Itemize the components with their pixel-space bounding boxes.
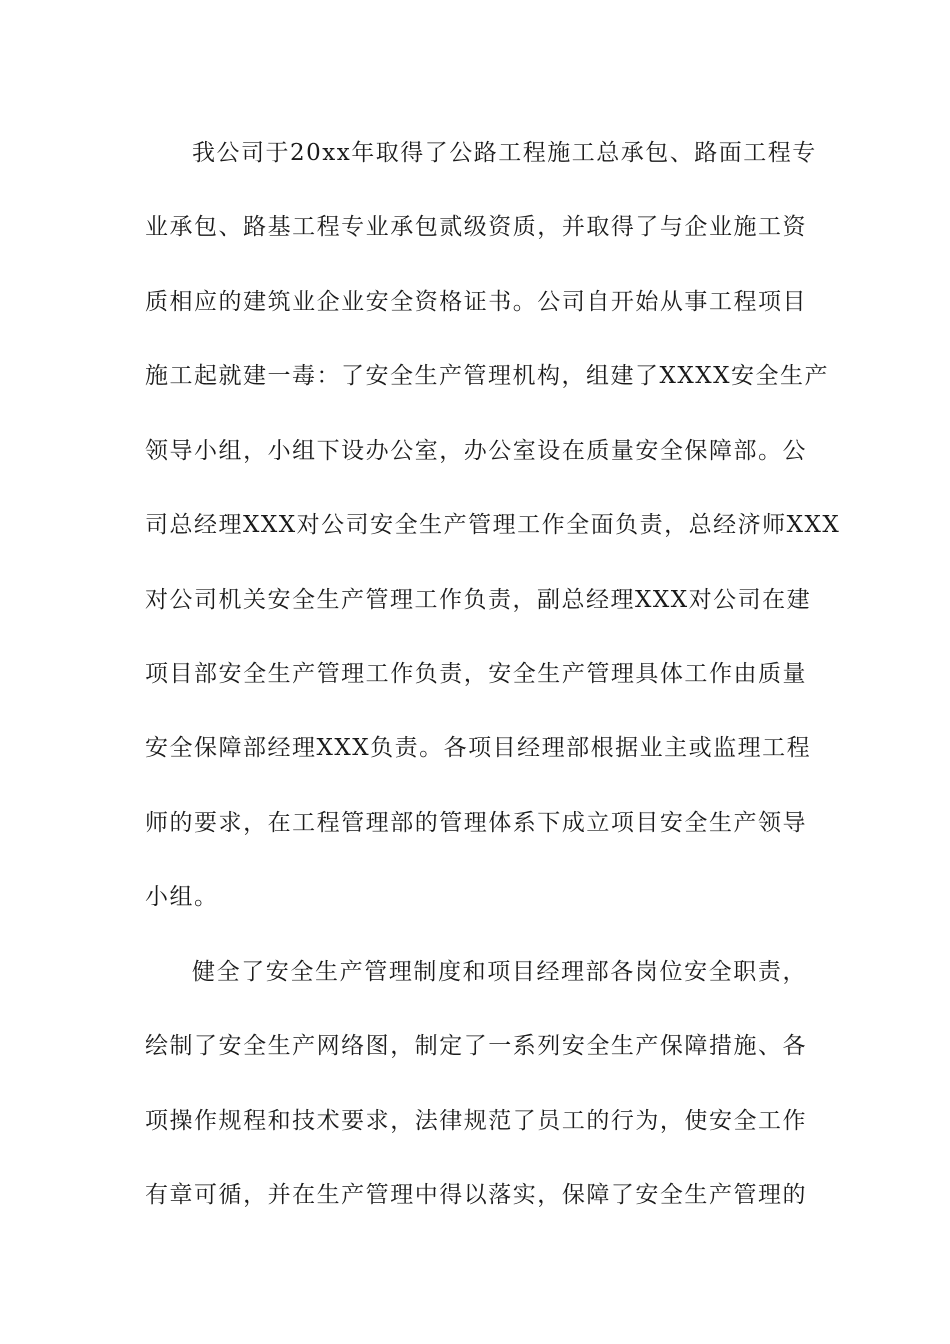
- paragraph-2-line-3: 项操作规程和技术要求，法律规范了员工的行为，使安全工作: [145, 1108, 807, 1134]
- paragraph-1-line-3: 质相应的建筑业企业安全资格证书。公司自开始从事工程项目: [145, 289, 807, 315]
- paragraph-1-line-1: 我公司于20xx年取得了公路工程施工总承包、路面工程专: [192, 140, 817, 166]
- paragraph-1-line-5: 领导小组，小组下设办公室，办公室设在质量安全保障部。公: [145, 438, 807, 464]
- paragraph-2-line-2: 绘制了安全生产网络图，制定了一系列安全生产保障措施、各: [145, 1033, 807, 1059]
- paragraph-2-line-1: 健全了安全生产管理制度和项目经理部各岗位安全职责，: [192, 959, 807, 985]
- paragraph-1-line-2: 业承包、路基工程专业承包贰级资质，并取得了与企业施工资: [145, 214, 807, 240]
- paragraph-1-line-11: 小组。: [145, 884, 219, 910]
- paragraph-1-line-10: 师的要求，在工程管理部的管理体系下成立项目安全生产领导: [145, 810, 807, 836]
- paragraph-2-line-4: 有章可循，并在生产管理中得以落实，保障了安全生产管理的: [145, 1182, 807, 1208]
- paragraph-1-line-6: 司总经理XXX对公司安全生产管理工作全面负责，总经济师XXX: [145, 512, 841, 538]
- paragraph-1-line-8: 项目部安全生产管理工作负责，安全生产管理具体工作由质量: [145, 661, 807, 687]
- paragraph-1-line-9: 安全保障部经理XXX负责。各项目经理部根据业主或监理工程: [145, 735, 812, 761]
- paragraph-1-line-7: 对公司机关安全生产管理工作负责，副总经理XXX对公司在建: [145, 587, 812, 613]
- paragraph-1-line-4: 施工起就建一毒：了安全生产管理机构，组建了XXXX安全生产: [145, 363, 829, 389]
